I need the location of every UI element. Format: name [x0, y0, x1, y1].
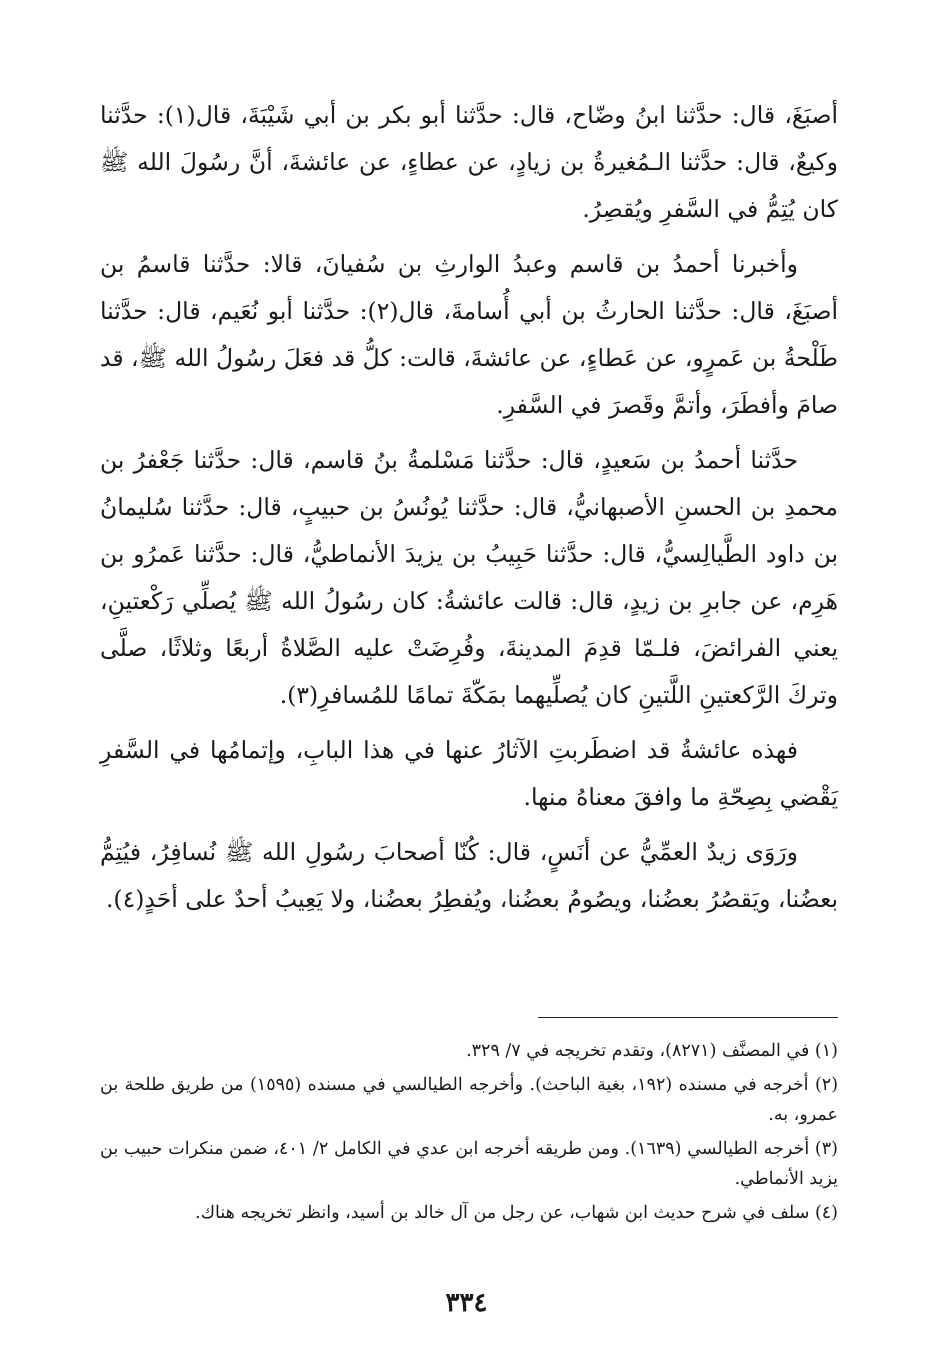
footnotes	[100, 1036, 838, 1232]
footnote-1: (١) في المصنَّف (٨٢٧١)، وتقدم تخريجه في ٧/ ٣٢٩.	[466, 1041, 838, 1061]
paragraph-5: ورَوَى زيدٌ العمِّيُّ عن أنَسٍ، قال: كُنّا أصحابَ رسُولِ الله ﷺ نُسافِرُ، فيُتِمُّ بعضُنا، ويَقصُرُ بعضُنا، ويصُومُ بعضُنا، ويُفطِرُ بعضُنا، ولا يَعِيبُ أحدٌ على أحَدٍ(٤).	[100, 838, 838, 913]
paragraph-3: حدَّثنا أحمدُ بن سَعيدٍ، قال: حدَّثنا مَسْلمةُ بنُ قاسم، قال: حدَّثنا جَعْفرُ بن محمدِ بن الحسنِ الأصبهانيُّ، قال: حدَّثنا يُونُسُ بن حبيبٍ، قال: حدَّثنا سُليمانُ بن داود الطَّيالِسيُّ، قال: حدَّثنا حَبِيبُ بن يزيدَ الأنماطيُّ، قال: حدَّثنا عَمرُو بن هَرِم، عن جابرِ بن زيدٍ، قال: قالت عائشةُ: كان رسُولُ الله ﷺ يُصلِّي رَكْعتينِ، يعني الفرائضَ، فلـمّا قدِمَ المدينةَ، وفُرِضَتْ عليه الصَّلاةُ أربعًا وثلاثًا، صلَّى وتركَ الرَّكعتينِ اللَّتينِ كان يُصلِّيهما بمَكّةَ تمامًا للمُسافرِ(٣).	[100, 446, 838, 709]
main-text	[100, 92, 838, 931]
paragraph-2: وأخبرنا أحمدُ بن قاسم وعبدُ الوارثِ بن سُفيانَ، قالا: حدَّثنا قاسمُ بن أصبَغَ، قال: حدَّثنا الحارثُ بن أبي أُسامةَ، قال(٢): حدَّثنا أبو نُعَيم، قال: حدَّثنا طَلْحةُ بن عَمرٍو، عن عَطاءٍ، عن عائشةَ، قالت: كلُّ قد فعَلَ رسُولُ الله ﷺ، قد صامَ وأفطَرَ، وأتمَّ وقَصرَ في السَّفرِ.	[100, 250, 838, 419]
footnote-2: (٢) أخرجه في مسنده (١٩٢، بغية الباحث). وأخرجه الطيالسي في مسنده (١٥٩٥) من طريق طلحة بن عمرو، به.	[100, 1075, 839, 1125]
page-number: ٣٣٤	[445, 1288, 488, 1318]
footnote-4: (٤) سلف في شرح حديث ابن شهاب، عن رجل من آل خالد بن أسيد، وانظر تخريجه هناك.	[195, 1203, 838, 1223]
footnote-divider	[538, 1017, 838, 1018]
paragraph-1: أصبَغَ، قال: حدَّثنا ابنُ وضّاح، قال: حدَّثنا أبو بكر بن أبي شَيْبَةَ، قال(١): حدَّثنا وكيعٌ، قال: حدَّثنا الـمُغيرةُ بن زيادٍ، عن عطاءٍ، عن عائشةَ، أنَّ رسُولَ الله ﷺ كان يُتِمُّ في السَّفرِ ويُقصِرُ.	[100, 101, 838, 223]
footnote-3: (٣) أخرجه الطيالسي (١٦٣٩). ومن طريقه أخرجه ابن عدي في الكامل ٢/ ٤٠١، ضمن منكرات حبيب بن يزيد الأنماطي.	[100, 1139, 838, 1189]
paragraph-4: فهذه عائشةُ قد اضطَربتِ الآثارُ عنها في هذا البابِ، وإتمامُها في السَّفرِ يَقْضي بِصِحّةِ ما وافقَ معناهُ منها.	[100, 736, 838, 811]
